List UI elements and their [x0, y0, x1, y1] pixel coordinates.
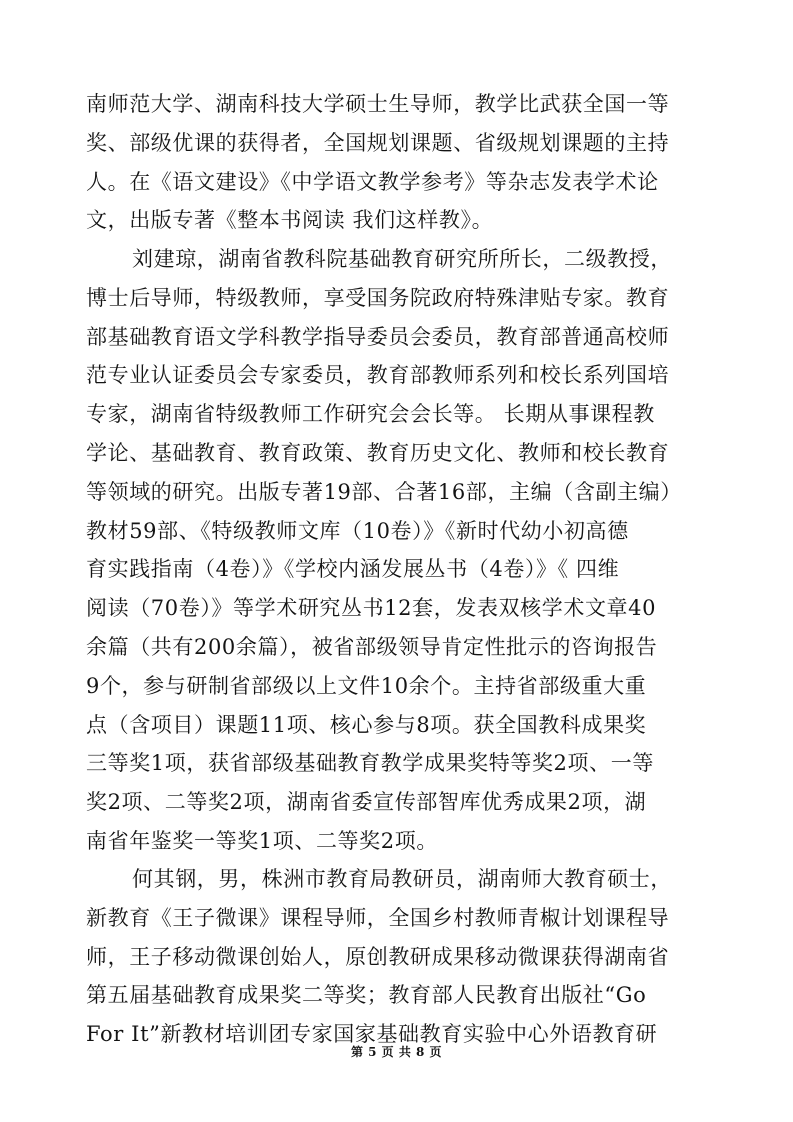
text-line: 余篇（共有200余篇），被省部级领导肯定性批示的咨询报告 [86, 635, 658, 659]
text-line: 育实践指南（4卷）》《学校内涵发展丛书（4卷）》《 四维 [86, 557, 620, 581]
text-line: 阅读（70卷）》等学术研究丛书12套，发表双核学术文章40 [86, 596, 657, 620]
text-line: 等领域的研究。出版专著19部、合著16部，主编（含副主编） [86, 480, 682, 504]
text-line: 人。在《语文建设》《中学语文教学参考》等杂志发表学术论 [86, 170, 659, 194]
text-line: 三等奖1项，获省部级基础教育教学成果奖特等奖2项、一等 [86, 751, 654, 775]
text-line: 南省年鉴奖一等奖1项、二等奖2项。 [86, 829, 438, 853]
text-line: 学论、基础教育、教育政策、教育历史文化、教师和校长教育 [86, 441, 670, 465]
text-line: 专家，湖南省特级教师工作研究会会长等。 长期从事课程教 [86, 402, 655, 426]
page-number-footer: 第 5 页 共 8 页 [350, 1045, 443, 1059]
text-line: 教材59部、《特级教师文库（10卷）》《新时代幼小初高德 [86, 519, 629, 543]
text-line: 南师范大学、湖南科技大学硕士生导师，教学比武获全国一等 [86, 92, 670, 116]
text-line: 范专业认证委员会专家委员，教育部教师系列和校长系列国培 [86, 363, 670, 387]
text-line: 文，出版专著《整本书阅读 我们这样教》。 [86, 208, 494, 232]
text-line: 9个，参与研制省部级以上文件10余个。主持省部级重大重 [86, 674, 647, 698]
text-line: 博士后导师，特级教师，享受国务院政府特殊津贴专家。教育 [86, 286, 670, 310]
text-line: 奖、部级优课的获得者，全国规划课题、省级规划课题的主持 [86, 131, 670, 155]
text-line: 新教育《王子微课》课程导师，全国乡村教师青椒计划课程导 [86, 906, 670, 930]
text-line: 第五届基础教育成果奖二等奖；教育部人民教育出版社“Go [86, 983, 647, 1007]
text-line: 奖2项、二等奖2项，湖南省委宣传部智库优秀成果2项，湖 [86, 790, 647, 814]
text-line: 何其钢，男，株洲市教育局教研员，湖南师大教育硕士， [132, 867, 672, 891]
text-line: 师，王子移动微课创始人，原创教研成果移动微课获得湖南省 [86, 945, 670, 969]
text-line: 刘建琼，湖南省教科院基础教育研究所所长，二级教授， [132, 247, 672, 271]
text-line: 部基础教育语文学科教学指导委员会委员，教育部普通高校师 [86, 325, 670, 349]
text-line: For It”新教材培训团专家国家基础教育实验中心外语教育研 [86, 1022, 658, 1046]
text-line: 点（含项目）课题11项、核心参与8项。获全国教科成果奖 [86, 713, 647, 737]
